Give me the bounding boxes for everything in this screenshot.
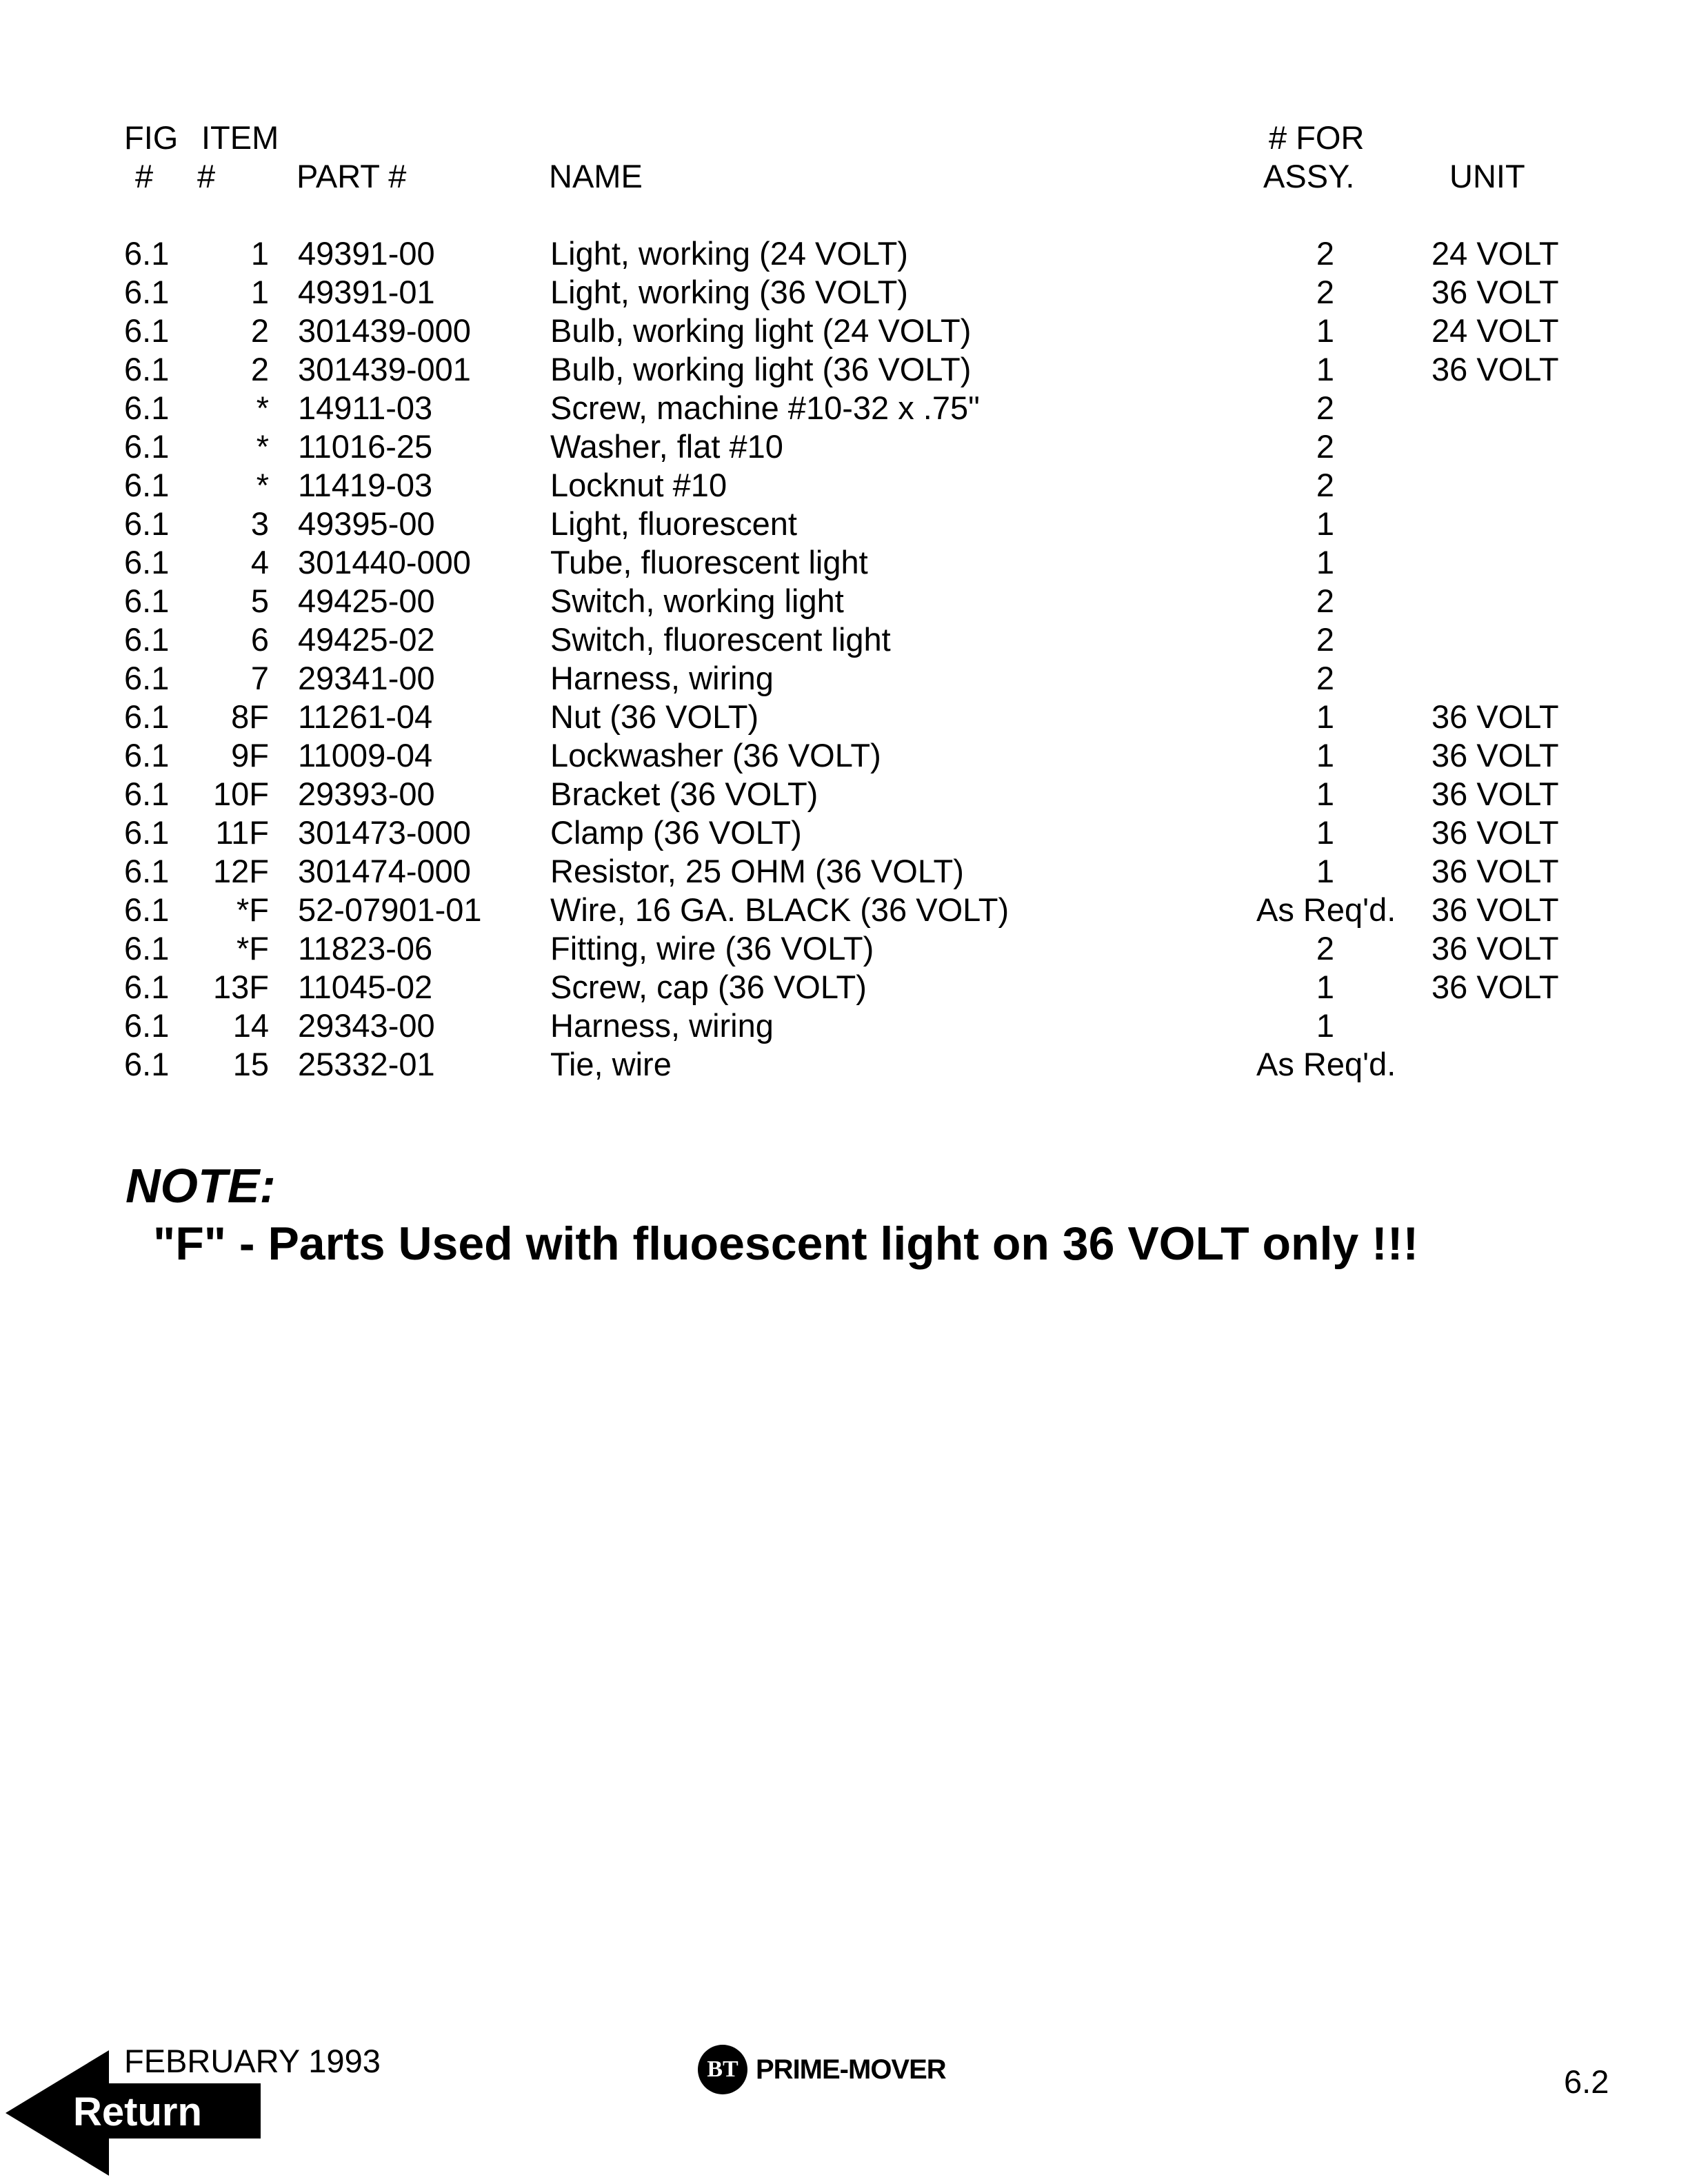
table-row [0, 430, 1688, 469]
logo-text: PRIME-MOVER [756, 2054, 946, 2085]
cell-fig: 6.1 [124, 930, 170, 967]
cell-qty: 1 [1316, 969, 1335, 1005]
table-row [0, 893, 1688, 932]
cell-fig: 6.1 [124, 737, 170, 774]
cell-part: 14911-03 [298, 390, 433, 426]
note-heading: NOTE: [125, 1159, 276, 1213]
cell-fig: 6.1 [124, 1046, 170, 1082]
cell-unit: 36 VOLT [1431, 891, 1559, 928]
cell-name: Harness, wiring [550, 1007, 774, 1044]
cell-unit: 36 VOLT [1431, 930, 1559, 967]
cell-name: Light, fluorescent [550, 505, 797, 542]
cell-qty: 1 [1316, 814, 1335, 851]
table-row [0, 507, 1688, 546]
cell-unit: 36 VOLT [1431, 274, 1559, 310]
cell-fig: 6.1 [124, 390, 170, 426]
cell-name: Resistor, 25 OHM (36 VOLT) [550, 853, 964, 889]
cell-part: 301474-000 [298, 853, 471, 889]
cell-item: * [256, 428, 269, 465]
cell-fig: 6.1 [124, 891, 170, 928]
cell-qty: 2 [1316, 930, 1335, 967]
cell-name: Locknut #10 [550, 467, 727, 503]
cell-qty: 1 [1316, 544, 1335, 580]
table-row [0, 353, 1688, 392]
cell-qty: 2 [1316, 621, 1335, 658]
cell-name: Wire, 16 GA. BLACK (36 VOLT) [550, 891, 1009, 928]
cell-qty: 1 [1316, 312, 1335, 349]
cell-part: 301439-001 [298, 351, 471, 387]
cell-name: Switch, working light [550, 583, 844, 619]
cell-unit: 36 VOLT [1431, 814, 1559, 851]
cell-qty: 2 [1316, 660, 1335, 696]
cell-fig: 6.1 [124, 776, 170, 812]
cell-part: 25332-01 [298, 1046, 435, 1082]
cell-part: 301439-000 [298, 312, 471, 349]
cell-name: Clamp (36 VOLT) [550, 814, 802, 851]
cell-fig: 6.1 [124, 660, 170, 696]
cell-qty: 2 [1316, 235, 1335, 272]
table-row [0, 585, 1688, 623]
cell-fig: 6.1 [124, 274, 170, 310]
table-row [0, 778, 1688, 816]
cell-name: Lockwasher (36 VOLT) [550, 737, 881, 774]
cell-item: 4 [250, 544, 269, 580]
cell-name: Washer, flat #10 [550, 428, 783, 465]
cell-name: Nut (36 VOLT) [550, 698, 759, 735]
cell-unit: 36 VOLT [1431, 853, 1559, 889]
cell-fig: 6.1 [124, 505, 170, 542]
cell-item: 10F [213, 776, 269, 812]
cell-fig: 6.1 [124, 1007, 170, 1044]
cell-item: 15 [232, 1046, 269, 1082]
table-row [0, 314, 1688, 353]
cell-name: Bulb, working light (36 VOLT) [550, 351, 972, 387]
cell-part: 49425-02 [298, 621, 435, 658]
table-row [0, 469, 1688, 507]
table-row [0, 546, 1688, 585]
cell-item: 12F [213, 853, 269, 889]
cell-part: 11261-04 [298, 698, 433, 735]
table-row [0, 816, 1688, 855]
header-qty-top: # FOR [1269, 119, 1365, 156]
cell-fig: 6.1 [124, 814, 170, 851]
cell-unit: 24 VOLT [1431, 235, 1559, 272]
cell-part: 29343-00 [298, 1007, 435, 1044]
cell-qty: As Req'd. [1256, 1046, 1396, 1082]
header-unit: UNIT [1449, 158, 1525, 194]
footer-date: FEBRUARY 1993 [124, 2043, 381, 2079]
cell-part: 11419-03 [298, 467, 433, 503]
cell-part: 29341-00 [298, 660, 435, 696]
cell-fig: 6.1 [124, 467, 170, 503]
cell-unit: 36 VOLT [1431, 351, 1559, 387]
table-row [0, 623, 1688, 662]
cell-item: 2 [250, 351, 269, 387]
cell-part: 49391-00 [298, 235, 435, 272]
cell-qty: 2 [1316, 274, 1335, 310]
cell-fig: 6.1 [124, 969, 170, 1005]
cell-item: 1 [250, 235, 269, 272]
cell-item: 13F [213, 969, 269, 1005]
table-row [0, 1048, 1688, 1086]
cell-qty: 1 [1316, 505, 1335, 542]
page-number: 6.2 [1564, 2063, 1609, 2100]
cell-item: *F [237, 891, 269, 928]
cell-name: Tube, fluorescent light [550, 544, 868, 580]
header-fig-top: FIG [124, 119, 179, 156]
cell-name: Bracket (36 VOLT) [550, 776, 818, 812]
table-row [0, 276, 1688, 314]
table-row [0, 971, 1688, 1009]
cell-unit: 36 VOLT [1431, 737, 1559, 774]
cell-item: 9F [231, 737, 269, 774]
cell-item: 3 [250, 505, 269, 542]
table-row [0, 739, 1688, 778]
cell-fig: 6.1 [124, 853, 170, 889]
header-qty-bottom: ASSY. [1263, 158, 1355, 194]
cell-fig: 6.1 [124, 235, 170, 272]
header-item-top: ITEM [201, 119, 279, 156]
cell-qty: 1 [1316, 351, 1335, 387]
cell-part: 49425-00 [298, 583, 435, 619]
cell-qty: 1 [1316, 776, 1335, 812]
table-row [0, 662, 1688, 700]
header-item-bottom: # [197, 158, 216, 194]
cell-qty: 2 [1316, 467, 1335, 503]
bt-logo-icon: BT [698, 2045, 747, 2094]
cell-qty: As Req'd. [1256, 891, 1396, 928]
cell-unit: 36 VOLT [1431, 776, 1559, 812]
cell-part: 49395-00 [298, 505, 435, 542]
table-row [0, 237, 1688, 276]
cell-fig: 6.1 [124, 698, 170, 735]
header-part: PART # [297, 158, 407, 194]
cell-unit: 24 VOLT [1431, 312, 1559, 349]
cell-fig: 6.1 [124, 583, 170, 619]
cell-part: 49391-01 [298, 274, 435, 310]
cell-item: 14 [232, 1007, 269, 1044]
cell-part: 11823-06 [298, 930, 433, 967]
table-row [0, 700, 1688, 739]
prime-mover-logo [698, 2045, 946, 2094]
cell-fig: 6.1 [124, 312, 170, 349]
cell-part: 11016-25 [298, 428, 433, 465]
cell-qty: 1 [1316, 853, 1335, 889]
cell-qty: 1 [1316, 737, 1335, 774]
table-row [0, 392, 1688, 430]
cell-item: 1 [250, 274, 269, 310]
cell-fig: 6.1 [124, 428, 170, 465]
cell-name: Switch, fluorescent light [550, 621, 891, 658]
header-name: NAME [549, 158, 643, 194]
cell-name: Light, working (36 VOLT) [550, 274, 908, 310]
cell-fig: 6.1 [124, 621, 170, 658]
cell-unit: 36 VOLT [1431, 698, 1559, 735]
cell-qty: 2 [1316, 390, 1335, 426]
cell-name: Bulb, working light (24 VOLT) [550, 312, 972, 349]
table-row [0, 932, 1688, 971]
cell-fig: 6.1 [124, 351, 170, 387]
cell-item: 6 [250, 621, 269, 658]
cell-name: Screw, cap (36 VOLT) [550, 969, 867, 1005]
note-text: "F" - Parts Used with fluoescent light on 36 VOLT only !!! [153, 1217, 1419, 1270]
cell-item: 2 [250, 312, 269, 349]
cell-item: *F [237, 930, 269, 967]
cell-item: 11F [215, 814, 269, 851]
table-row [0, 1009, 1688, 1048]
cell-qty: 1 [1316, 698, 1335, 735]
cell-part: 11045-02 [298, 969, 433, 1005]
cell-fig: 6.1 [124, 544, 170, 580]
cell-qty: 2 [1316, 428, 1335, 465]
cell-unit: 36 VOLT [1431, 969, 1559, 1005]
cell-name: Light, working (24 VOLT) [550, 235, 908, 272]
cell-item: * [256, 467, 269, 503]
cell-name: Screw, machine #10-32 x .75" [550, 390, 980, 426]
header-fig-bottom: # [135, 158, 154, 194]
cell-part: 52-07901-01 [298, 891, 482, 928]
cell-name: Tie, wire [550, 1046, 672, 1082]
cell-qty: 1 [1316, 1007, 1335, 1044]
cell-name: Fitting, wire (36 VOLT) [550, 930, 874, 967]
table-row [0, 855, 1688, 893]
cell-part: 29393-00 [298, 776, 435, 812]
cell-item: 8F [231, 698, 269, 735]
cell-item: 5 [250, 583, 269, 619]
return-label[interactable]: Return [73, 2090, 202, 2134]
cell-item: 7 [250, 660, 269, 696]
cell-part: 301440-000 [298, 544, 471, 580]
cell-part: 11009-04 [298, 737, 433, 774]
cell-item: * [256, 390, 269, 426]
cell-qty: 2 [1316, 583, 1335, 619]
cell-part: 301473-000 [298, 814, 471, 851]
cell-name: Harness, wiring [550, 660, 774, 696]
